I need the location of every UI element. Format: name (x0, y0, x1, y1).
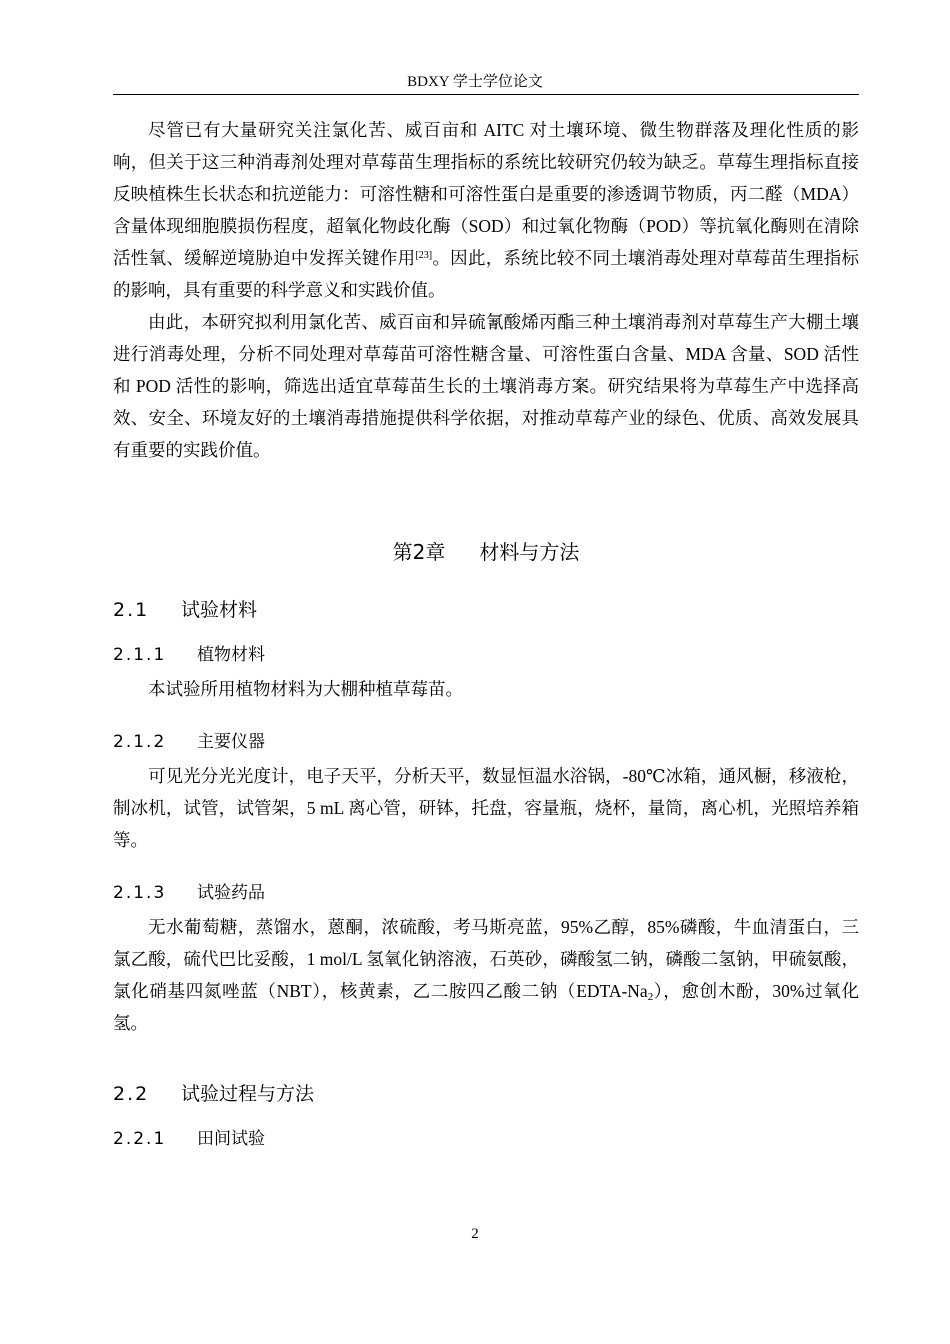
intro-paragraph-1-text: 尽管已有大量研究关注氯化苦、威百亩和 AITC 对土壤环境、微生物群落及理化性质的影响，但关于这三种消毒剂处理对草莓苗生理指标的系统比较研究仍较为缺乏。草莓生理指标直接反映植株生长状态和抗逆能力：可溶性糖和可溶性蛋白是重要的渗透调节物质，丙二醛（MDA）含量体现细胞膜损伤程度，超氧化物歧化酶（SOD）和过氧化物酶（POD）等抗氧化酶则在清除活性氧、缓解逆境胁迫中发挥关键作用 (113, 120, 859, 268)
instruments-paragraph: 可见光分光光度计，电子天平，分析天平，数显恒温水浴锅，-80℃冰箱，通风橱，移液枪，制冰机，试管，试管架，5 mL 离心管，研钵，托盘，容量瓶，烧杯，量筒，离心机，光照培养箱等。 (113, 766, 859, 850)
intro-paragraph-1 (113, 114, 859, 306)
chapter-heading (113, 536, 859, 565)
reagents-paragraph (113, 911, 859, 1039)
reagents-text: 无水葡萄糖，蒸馏水，蒽酮，浓硫酸，考马斯亮蓝，95%乙醇，85%磷酸，牛血清蛋白，三氯乙酸，硫代巴比妥酸，1 mol/L 氢氧化钠溶液，石英砂，磷酸氢二钠，磷酸二氢钠，甲硫氨酸，氯化硝基四氮唑蓝（NBT），核黄素，乙二胺四乙酸二钠（EDTA-Na (113, 917, 859, 1001)
page-number: 2 (471, 1226, 479, 1242)
section-2-2-heading (113, 1079, 859, 1106)
section-number: 2.1.1 (113, 645, 167, 665)
section-title: 主要仪器 (197, 732, 265, 752)
section-2-1-1-heading (113, 640, 859, 665)
section-2-2-1-heading (113, 1124, 859, 1149)
section-number: 2.2 (113, 1083, 150, 1105)
section-title: 试验药品 (197, 883, 265, 903)
page-header: BDXY 学士学位论文 (407, 74, 543, 90)
section-title: 田间试验 (197, 1129, 265, 1149)
chapter-number: 第2章 (392, 540, 446, 564)
section-title: 试验过程与方法 (181, 1083, 315, 1105)
header-rule (113, 94, 859, 95)
section-number: 2.1.2 (113, 732, 167, 752)
chapter-title: 材料与方法 (479, 540, 580, 564)
section-2-1-2-heading (113, 727, 859, 752)
intro-paragraph-2: 由此，本研究拟利用氯化苦、威百亩和异硫氰酸烯丙酯三种土壤消毒剂对草莓生产大棚土壤进行消毒处理，分析不同处理对草莓苗可溶性糖含量、可溶性蛋白含量、MDA 含量、SOD 活性和 POD 活性的影响，筛选出适宜草莓苗生长的土壤消毒方案。研究结果将为草莓生产中选择高效、安全、环境友好的土壤消毒措施提供科学依据，对推动草莓产业的绿色、优质、高效发展具有重要的实践价值。 (113, 312, 859, 460)
plant-material-paragraph: 本试验所用植物材料为大棚种植草莓苗。 (148, 679, 463, 699)
intro-paragraph-1-tail: 。因此，系统比较不同土壤消毒处理对草莓苗生理指标的影响，具有重要的科学意义和实践价值。 (113, 248, 860, 300)
citation-ref: [23] (415, 250, 433, 261)
section-number: 2.1 (113, 599, 150, 621)
section-2-1-heading (113, 595, 859, 622)
page-body (113, 114, 859, 1157)
section-number: 2.2.1 (113, 1129, 167, 1149)
subscript: 2 (647, 991, 654, 1003)
section-2-1-3-heading (113, 878, 859, 903)
section-title: 植物材料 (197, 645, 265, 665)
section-title: 试验材料 (181, 599, 258, 621)
reagents-tail: ），愈创木酚，30%过氧化氢。 (113, 981, 859, 1033)
section-number: 2.1.3 (113, 883, 167, 903)
